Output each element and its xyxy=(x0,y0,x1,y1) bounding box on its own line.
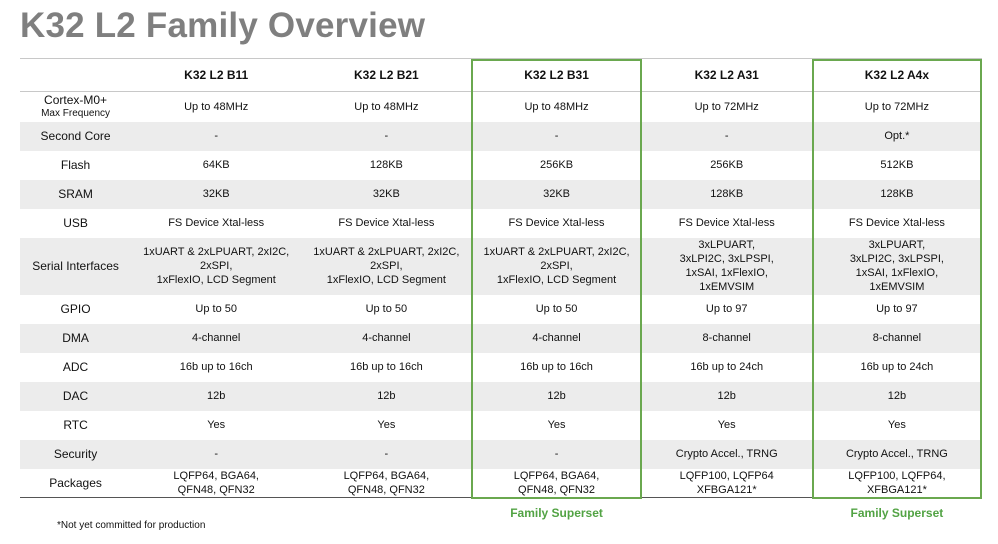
table-row xyxy=(20,353,982,382)
row-label xyxy=(20,469,131,498)
table-row xyxy=(20,440,982,469)
row-label-text: GPIO xyxy=(60,302,91,316)
header-row xyxy=(20,59,982,92)
table-cell: 8-channel xyxy=(812,324,982,353)
table-row xyxy=(20,180,982,209)
row-label xyxy=(20,324,131,353)
table-cell: LQFP64, BGA64, QFN48, QFN32 xyxy=(131,469,301,498)
table-cell: - xyxy=(301,440,471,469)
table-cell: - xyxy=(642,122,812,151)
table-cell: LQFP100, LQFP64 XFBGA121* xyxy=(642,469,812,498)
table-cell: Up to 50 xyxy=(131,295,301,324)
table-cell: - xyxy=(471,440,641,469)
table-cell: Yes xyxy=(471,411,641,440)
row-label xyxy=(20,209,131,238)
table-cell: 4-channel xyxy=(301,324,471,353)
footnote: *Not yet committed for production xyxy=(57,520,206,531)
table-cell: Yes xyxy=(301,411,471,440)
table-cell: 3xLPUART, 3xLPI2C, 3xLPSPI, 1xSAI, 1xFlexIO, 1xEMVSIM xyxy=(642,238,812,295)
row-label xyxy=(20,411,131,440)
table-cell: 128KB xyxy=(642,180,812,209)
row-label xyxy=(20,122,131,151)
table-cell: Yes xyxy=(642,411,812,440)
table-cell: FS Device Xtal-less xyxy=(642,209,812,238)
table-row xyxy=(20,209,982,238)
table-cell: Opt.* xyxy=(812,122,982,151)
row-label-text: Packages xyxy=(49,475,102,490)
table-cell: 256KB xyxy=(471,151,641,180)
table-cell: Up to 72MHz xyxy=(642,92,812,122)
table-cell: 32KB xyxy=(131,180,301,209)
table-cell: 512KB xyxy=(812,151,982,180)
header-cell: K32 L2 B21 xyxy=(301,59,471,92)
table-row xyxy=(20,238,982,295)
table-cell: 256KB xyxy=(642,151,812,180)
family-superset-label: Family Superset xyxy=(850,506,944,520)
table-cell: 3xLPUART, 3xLPI2C, 3xLPSPI, 1xSAI, 1xFlexIO, 1xEMVSIM xyxy=(812,238,982,295)
row-label-text: SRAM xyxy=(58,187,93,201)
family-superset-label: Family Superset xyxy=(510,506,603,520)
header-cell: K32 L2 B11 xyxy=(131,59,301,92)
table-cell: FS Device Xtal-less xyxy=(471,209,641,238)
table-cell: 8-channel xyxy=(642,324,812,353)
table-cell: LQFP64, BGA64, QFN48, QFN32 xyxy=(471,469,641,498)
table-cell: 1xUART & 2xLPUART, 2xI2C, 2xSPI, 1xFlexIO, LCD Segment xyxy=(131,238,301,295)
table-cell: Crypto Accel., TRNG xyxy=(642,440,812,469)
row-label-text: DAC xyxy=(62,389,89,403)
row-label xyxy=(20,180,131,209)
table-cell: 64KB xyxy=(131,151,301,180)
table-cell: 12b xyxy=(131,382,301,411)
table-row xyxy=(20,411,982,440)
table-cell: 4-channel xyxy=(471,324,641,353)
table-cell: - xyxy=(131,440,301,469)
table-cell: Up to 50 xyxy=(301,295,471,324)
row-label xyxy=(20,353,131,382)
table-cell: Up to 48MHz xyxy=(131,92,301,122)
header-cell: K32 L2 A4x xyxy=(812,59,982,92)
table-cell: Up to 50 xyxy=(471,295,641,324)
row-label-text: USB xyxy=(63,216,88,230)
table-cell: Yes xyxy=(131,411,301,440)
table-cell: 1xUART & 2xLPUART, 2xI2C, 2xSPI, 1xFlexIO, LCD Segment xyxy=(471,238,641,295)
table-cell: 16b up to 16ch xyxy=(471,353,641,382)
row-label xyxy=(20,92,131,122)
table-cell: 128KB xyxy=(301,151,471,180)
table-cell: LQFP64, BGA64, QFN48, QFN32 xyxy=(301,469,471,498)
row-label-text: DMA xyxy=(62,331,89,345)
table-cell: Up to 48MHz xyxy=(301,92,471,122)
table-cell: 4-channel xyxy=(131,324,301,353)
table-row xyxy=(20,382,982,411)
table-cell: LQFP100, LQFP64, XFBGA121* xyxy=(812,469,982,498)
row-label-text: Serial Interfaces xyxy=(32,259,119,273)
row-label xyxy=(20,440,131,469)
table-cell: FS Device Xtal-less xyxy=(301,209,471,238)
table-cell: - xyxy=(301,122,471,151)
table-cell: 16b up to 16ch xyxy=(301,353,471,382)
table-cell: 128KB xyxy=(812,180,982,209)
table-cell: 1xUART & 2xLPUART, 2xI2C, 2xSPI, 1xFlexIO, LCD Segment xyxy=(301,238,471,295)
table-cell: 12b xyxy=(812,382,982,411)
table-cell: FS Device Xtal-less xyxy=(812,209,982,238)
header-cell: K32 L2 B31 xyxy=(471,59,641,92)
table-row xyxy=(20,469,982,498)
page-title: K32 L2 Family Overview xyxy=(20,6,426,45)
row-sublabel-text: Max Frequency xyxy=(41,107,111,119)
row-label-text: Cortex-M0+ xyxy=(44,92,108,107)
row-label-text: Security xyxy=(53,447,98,461)
row-label-text: RTC xyxy=(63,418,88,432)
table-cell: 32KB xyxy=(301,180,471,209)
table-cell: Up to 48MHz xyxy=(471,92,641,122)
table-cell: Crypto Accel., TRNG xyxy=(812,440,982,469)
table-cell: 16b up to 16ch xyxy=(131,353,301,382)
row-label xyxy=(20,151,131,180)
table-row xyxy=(20,122,982,151)
table-cell: - xyxy=(131,122,301,151)
table-cell: - xyxy=(471,122,641,151)
table-row xyxy=(20,92,982,122)
row-label xyxy=(20,382,131,411)
row-label-text: Flash xyxy=(60,158,91,172)
table-cell: Up to 97 xyxy=(812,295,982,324)
table-cell: 12b xyxy=(471,382,641,411)
table-cell: 32KB xyxy=(471,180,641,209)
table-cell: Up to 72MHz xyxy=(812,92,982,122)
table-row xyxy=(20,151,982,180)
row-label xyxy=(20,295,131,324)
comparison-table xyxy=(20,58,982,498)
row-label-text: Second Core xyxy=(40,129,111,143)
table-cell: Yes xyxy=(812,411,982,440)
table-cell: Up to 97 xyxy=(642,295,812,324)
header-cell xyxy=(20,59,131,92)
row-label-text: ADC xyxy=(62,360,89,374)
row-label xyxy=(20,238,131,295)
table-cell: 12b xyxy=(301,382,471,411)
table-cell: 16b up to 24ch xyxy=(812,353,982,382)
table-row xyxy=(20,324,982,353)
table-cell: FS Device Xtal-less xyxy=(131,209,301,238)
table-row xyxy=(20,295,982,324)
table-cell: 16b up to 24ch xyxy=(642,353,812,382)
table-cell: 12b xyxy=(642,382,812,411)
header-cell: K32 L2 A31 xyxy=(642,59,812,92)
